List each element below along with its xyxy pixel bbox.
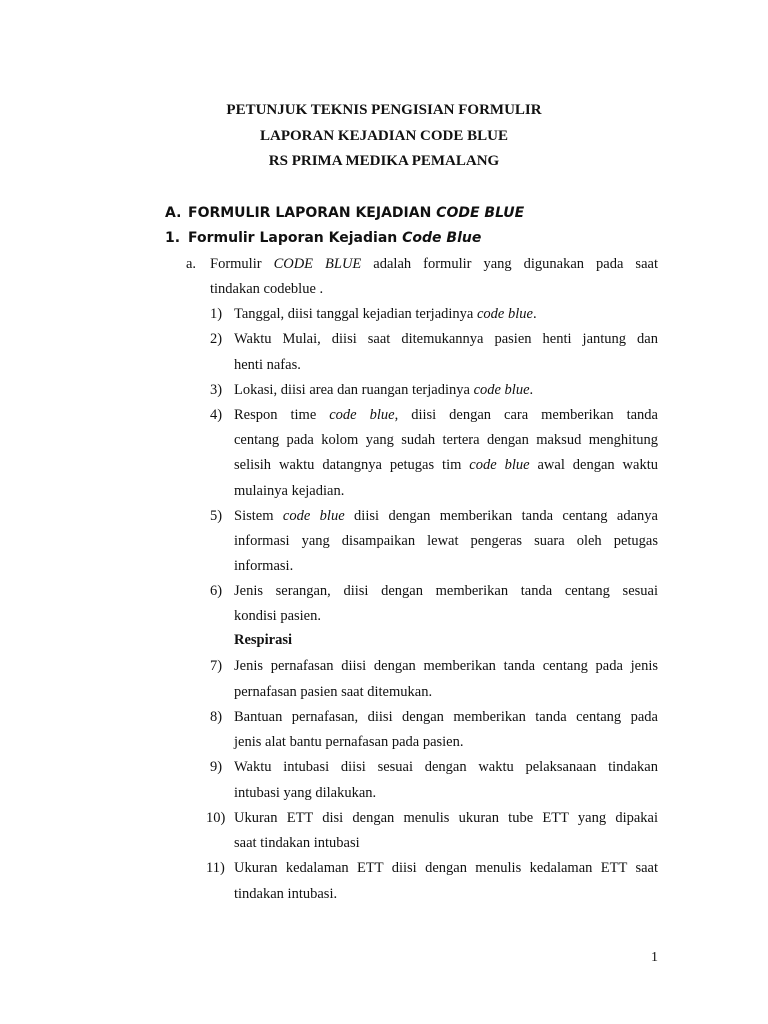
item-a-emph: CODE BLUE bbox=[273, 256, 362, 272]
section-a-heading bbox=[165, 205, 525, 221]
doc-title-line-2: LAPORAN KEJADIAN CODE BLUE bbox=[260, 128, 508, 144]
code-blue-emphasis: code blue bbox=[329, 407, 395, 423]
item-line: Ukuran kedalaman ETT diisi dengan menulis kedalaman ETT saat bbox=[234, 860, 658, 876]
item-number: 10) bbox=[206, 810, 226, 826]
doc-title-line-1: PETUNJUK TEKNIS PENGISIAN FORMULIR bbox=[226, 102, 542, 118]
item-line: pernafasan pasien saat ditemukan. bbox=[234, 684, 433, 700]
item-line: informasi. bbox=[234, 558, 294, 574]
item-line: saat tindakan intubasi bbox=[234, 835, 360, 851]
section-1-mark: 1. bbox=[165, 230, 181, 246]
item-line: kondisi pasien. bbox=[234, 608, 321, 624]
item-number: 1) bbox=[210, 306, 223, 322]
item-line: Respon time code blue, diisi dengan cara memberikan tanda bbox=[234, 407, 658, 423]
section-1-heading bbox=[165, 230, 482, 246]
item-number: 4) bbox=[210, 407, 223, 423]
item-number: 11) bbox=[206, 860, 225, 876]
item-number: 2) bbox=[210, 331, 223, 347]
item-line: Waktu intubasi diisi sesuai dengan waktu pelaksanaan tindakan bbox=[234, 759, 658, 775]
item-line: Waktu Mulai, diisi saat ditemukannya pasien henti jantung dan bbox=[234, 331, 658, 347]
item-a-post: adalah formulir yang digunakan pada saat bbox=[361, 256, 658, 272]
item-line: informasi yang disampaikan lewat pengeras suara oleh petugas bbox=[234, 533, 658, 549]
item-line: selisih waktu datangnya petugas tim code blue awal dengan waktu bbox=[234, 457, 658, 473]
item-line: Jenis pernafasan diisi dengan memberikan tanda centang pada jenis bbox=[234, 658, 658, 674]
subheading-respirasi: Respirasi bbox=[234, 632, 292, 648]
item-number: 5) bbox=[210, 508, 223, 524]
item-line: Sistem code blue diisi dengan memberikan tanda centang adanya bbox=[234, 508, 658, 524]
item-line: intubasi yang dilakukan. bbox=[234, 785, 377, 801]
item-line: Ukuran ETT disi dengan menulis ukuran tube ETT yang dipakai bbox=[234, 810, 658, 826]
section-a-emph: CODE BLUE bbox=[436, 205, 525, 221]
item-a-mark: a. bbox=[186, 256, 197, 272]
item-number: 8) bbox=[210, 709, 223, 725]
item-a-line-1 bbox=[210, 256, 658, 273]
code-blue-emphasis: code blue bbox=[477, 306, 533, 322]
section-a-mark: A. bbox=[165, 205, 182, 221]
item-line: centang pada kolom yang sudah tertera dengan maksud menghitung bbox=[234, 432, 658, 448]
item-line: jenis alat bantu pernafasan pada pasien. bbox=[234, 734, 464, 750]
code-blue-emphasis: code blue bbox=[282, 508, 345, 524]
item-number: 6) bbox=[210, 583, 223, 599]
section-1-text: Formulir Laporan Kejadian bbox=[188, 230, 403, 246]
item-number: 3) bbox=[210, 382, 223, 398]
item-line: Tanggal, diisi tanggal kejadian terjadinya code blue. bbox=[234, 306, 537, 322]
item-line: tindakan intubasi. bbox=[234, 886, 338, 902]
item-line: Lokasi, diisi area dan ruangan terjadinya code blue. bbox=[234, 382, 534, 398]
item-number: 7) bbox=[210, 658, 223, 674]
item-a-line-2: tindakan codeblue . bbox=[210, 281, 324, 297]
item-line: Jenis serangan, diisi dengan memberikan tanda centang sesuai bbox=[234, 583, 658, 599]
item-a-pre: Formulir bbox=[210, 256, 274, 272]
code-blue-emphasis: code blue bbox=[469, 457, 530, 473]
section-1-emph: Code Blue bbox=[402, 230, 482, 246]
item-line: henti nafas. bbox=[234, 357, 301, 373]
item-line: Bantuan pernafasan, diisi dengan memberikan tanda centang pada bbox=[234, 709, 658, 725]
code-blue-emphasis: code blue bbox=[473, 382, 530, 398]
section-a-text: FORMULIR LAPORAN KEJADIAN bbox=[188, 205, 437, 221]
page-number: 1 bbox=[651, 950, 658, 965]
item-number: 9) bbox=[210, 759, 223, 775]
doc-title-line-3: RS PRIMA MEDIKA PEMALANG bbox=[268, 153, 500, 169]
item-line: mulainya kejadian. bbox=[234, 483, 345, 499]
